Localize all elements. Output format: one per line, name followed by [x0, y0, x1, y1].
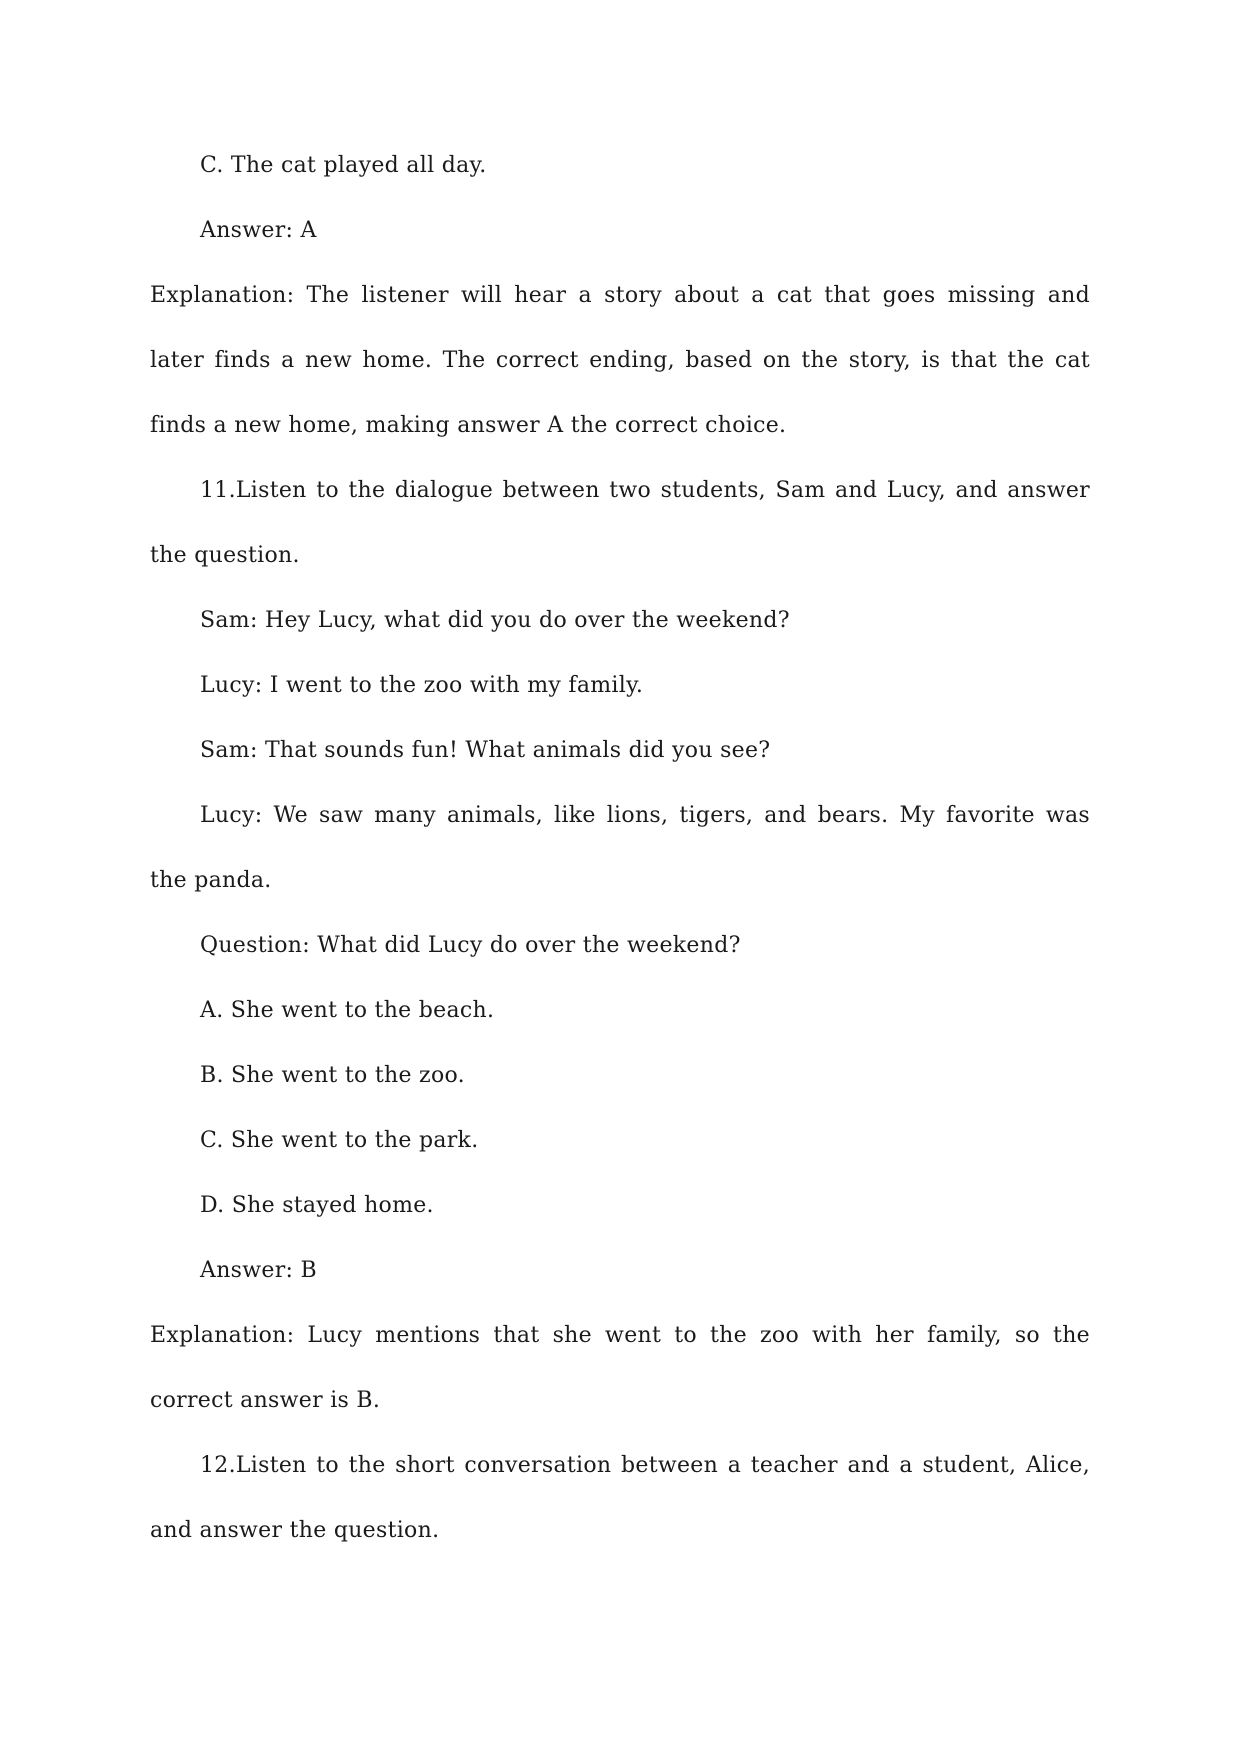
dialogue-line: Lucy: I went to the zoo with my family. [200, 673, 644, 698]
question-heading-continued: the question. [150, 543, 300, 568]
answer-line: Answer: A [200, 218, 317, 243]
explanation-line: Explanation: The listener will hear a story about a cat that goes missing and [150, 283, 1090, 308]
explanation-line: Explanation: Lucy mentions that she went to the zoo with her family, so the [150, 1323, 1090, 1348]
question-heading-continued: and answer the question. [150, 1518, 440, 1543]
explanation-line: finds a new home, making answer A the correct choice. [150, 413, 787, 438]
question-heading: 12.Listen to the short conversation between a teacher and a student, Alice, [200, 1453, 1090, 1478]
explanation-line: correct answer is B. [150, 1388, 381, 1413]
question-heading: 11.Listen to the dialogue between two students, Sam and Lucy, and answer [200, 478, 1090, 503]
option-b-text: B. She went to the zoo. [200, 1063, 465, 1088]
question-text: Question: What did Lucy do over the weekend? [200, 933, 741, 958]
dialogue-line: Sam: Hey Lucy, what did you do over the weekend? [200, 608, 790, 633]
dialogue-line: Sam: That sounds fun! What animals did you see? [200, 738, 771, 763]
dialogue-line-continued: the panda. [150, 868, 272, 893]
option-a-text: A. She went to the beach. [200, 998, 495, 1023]
option-d-text: D. She stayed home. [200, 1193, 434, 1218]
dialogue-line: Lucy: We saw many animals, like lions, tigers, and bears. My favorite was [200, 803, 1090, 828]
answer-line: Answer: B [200, 1258, 317, 1283]
explanation-line: later finds a new home. The correct ending, based on the story, is that the cat [150, 348, 1090, 373]
option-c-text: C. She went to the park. [200, 1128, 479, 1153]
option-c-text: C. The cat played all day. [200, 153, 487, 178]
